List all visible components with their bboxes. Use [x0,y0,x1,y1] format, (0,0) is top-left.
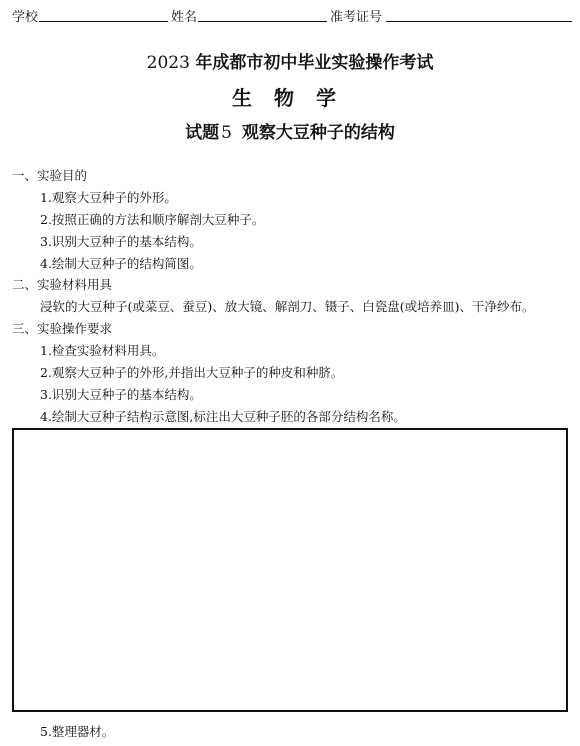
exam-id-label: 准考证号 [330,10,383,25]
exam-id-blank[interactable] [386,21,572,22]
test-label: 试题 [185,123,220,143]
purpose-item: 3.识别大豆种子的基本结构。 [40,234,202,249]
exam-year: 2023 [146,53,190,73]
procedure-final-item: 5.整理器材。 [40,724,115,739]
student-info-header [12,6,572,24]
exam-name: 年成都市初中毕业实验操作考试 [195,53,434,73]
subject-title: 生物学 [232,86,358,110]
procedure-heading: 三、实验操作要求 [12,321,113,336]
purpose-item: 2.按照正确的方法和顺序解剖大豆种子。 [40,212,265,227]
test-number: 5 [221,123,232,143]
materials-heading: 二、实验材料用具 [12,277,113,292]
drawing-answer-box[interactable] [12,428,568,712]
purpose-item: 4.绘制大豆种子的结构简图。 [40,256,202,271]
materials-text: 浸软的大豆种子(或菜豆、蚕豆)、放大镜、解剖刀、镊子、白瓷盘(或培养皿)、干净纱布。 [40,299,535,314]
test-title [0,118,580,143]
procedure-item: 3.识别大豆种子的基本结构。 [40,387,202,402]
purpose-heading: 一、实验目的 [12,168,88,183]
test-name: 观察大豆种子的结构 [241,123,395,143]
name-blank[interactable] [198,21,327,22]
procedure-item: 1.检查实验材料用具。 [40,343,165,358]
procedure-item: 4.绘制大豆种子结构示意图,标注出大豆种子胚的各部分结构名称。 [40,409,406,424]
purpose-item: 1.观察大豆种子的外形。 [40,190,177,205]
exam-title [0,48,580,73]
procedure-item: 2.观察大豆种子的外形,并指出大豆种子的种皮和种脐。 [40,365,344,380]
name-label: 姓名 [171,10,198,25]
school-label: 学校 [12,10,39,25]
school-blank[interactable] [39,21,168,22]
